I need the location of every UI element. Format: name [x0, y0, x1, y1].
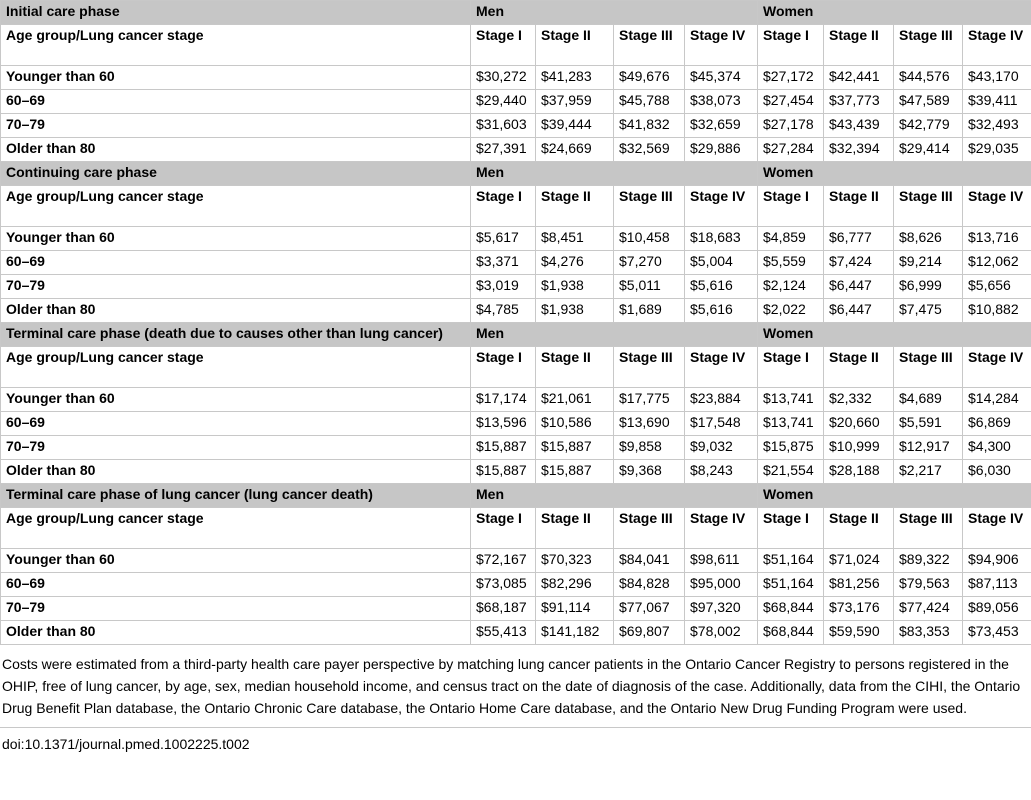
- cost-cell: $6,999: [894, 275, 963, 299]
- cost-cell: $29,035: [963, 138, 1031, 162]
- men-group-label: Men: [471, 1, 758, 25]
- cost-cell: $13,741: [758, 412, 824, 436]
- cost-cell: $30,272: [471, 66, 536, 90]
- phase-title: Continuing care phase: [1, 162, 471, 186]
- table-row: [1, 412, 1031, 436]
- age-group-label: Older than 80: [1, 299, 471, 323]
- cost-cell: $29,886: [685, 138, 758, 162]
- cost-cell: $7,424: [824, 251, 894, 275]
- cost-cell: $43,439: [824, 114, 894, 138]
- women-group-label: Women: [758, 1, 1031, 25]
- cost-cell: $1,938: [536, 275, 614, 299]
- phase-header-row: [1, 1, 1031, 25]
- cost-cell: $71,024: [824, 549, 894, 573]
- stage-header: Stage II: [824, 186, 894, 227]
- cost-cell: $8,451: [536, 227, 614, 251]
- cost-cell: $51,164: [758, 573, 824, 597]
- stage-header-row: [1, 347, 1031, 388]
- cost-cell: $14,284: [963, 388, 1031, 412]
- cost-cell: $27,178: [758, 114, 824, 138]
- stage-header: Stage IV: [963, 186, 1031, 227]
- table-row: [1, 460, 1031, 484]
- cost-cell: $18,683: [685, 227, 758, 251]
- age-group-label: Younger than 60: [1, 388, 471, 412]
- stage-header: Stage I: [758, 25, 824, 66]
- cost-cell: $5,656: [963, 275, 1031, 299]
- table-row: [1, 227, 1031, 251]
- cost-cell: $51,164: [758, 549, 824, 573]
- cost-cell: $32,493: [963, 114, 1031, 138]
- stage-header: Stage I: [471, 186, 536, 227]
- cost-cell: $89,322: [894, 549, 963, 573]
- stage-header: Stage I: [758, 186, 824, 227]
- table-row: [1, 549, 1031, 573]
- stage-header-row: [1, 508, 1031, 549]
- stage-header: Stage III: [894, 347, 963, 388]
- cost-cell: $94,906: [963, 549, 1031, 573]
- cost-cell: $21,554: [758, 460, 824, 484]
- stage-header: Stage IV: [685, 347, 758, 388]
- cost-cell: $8,243: [685, 460, 758, 484]
- table-row: [1, 66, 1031, 90]
- stage-header: Stage IV: [685, 25, 758, 66]
- stage-header: Stage IV: [963, 508, 1031, 549]
- cost-cell: $6,777: [824, 227, 894, 251]
- cost-cell: $10,999: [824, 436, 894, 460]
- stage-header: Stage II: [536, 186, 614, 227]
- cost-cell: $42,779: [894, 114, 963, 138]
- cost-cell: $41,283: [536, 66, 614, 90]
- cost-cell: $4,689: [894, 388, 963, 412]
- phase-title: Terminal care phase of lung cancer (lung cancer death): [1, 484, 471, 508]
- men-group-label: Men: [471, 323, 758, 347]
- age-group-label: Older than 80: [1, 621, 471, 645]
- table-row: [1, 299, 1031, 323]
- cost-cell: $27,172: [758, 66, 824, 90]
- table-row: [1, 573, 1031, 597]
- women-group-label: Women: [758, 162, 1031, 186]
- cost-cell: $91,114: [536, 597, 614, 621]
- cost-cell: $9,858: [614, 436, 685, 460]
- cost-cell: $12,062: [963, 251, 1031, 275]
- cost-cell: $55,413: [471, 621, 536, 645]
- cost-cell: $23,884: [685, 388, 758, 412]
- age-group-label: 60–69: [1, 412, 471, 436]
- table-footnote: Costs were estimated from a third-party health care payer perspective by matching lung cancer patients in the Ontario Cancer Registry to persons registered in the OHIP, free of lung cancer, by age, sex, median household income, and census tract on the date of diagnosis of the case. Additionally, data from the CIHI, the Ontario Drug Benefit Plan database, the Ontario Chronic Care database, the Ontario Home Care database, and the Ontario New Drug Funding Program were used.: [2, 656, 1021, 716]
- cost-cell: $3,019: [471, 275, 536, 299]
- cost-cell: $15,887: [471, 460, 536, 484]
- cost-cell: $89,056: [963, 597, 1031, 621]
- cost-cell: $87,113: [963, 573, 1031, 597]
- cost-cell: $81,256: [824, 573, 894, 597]
- cost-cell: $37,773: [824, 90, 894, 114]
- cost-cell: $68,844: [758, 621, 824, 645]
- cost-cell: $10,882: [963, 299, 1031, 323]
- phase-title: Initial care phase: [1, 1, 471, 25]
- cost-cell: $24,669: [536, 138, 614, 162]
- stage-header: Stage III: [894, 25, 963, 66]
- cost-cell: $47,589: [894, 90, 963, 114]
- cost-cell: $15,887: [471, 436, 536, 460]
- cost-cell: $77,067: [614, 597, 685, 621]
- phase-header-row: [1, 323, 1031, 347]
- table-row: [1, 436, 1031, 460]
- cost-cell: $31,603: [471, 114, 536, 138]
- age-group-label: Younger than 60: [1, 549, 471, 573]
- table-row: [1, 388, 1031, 412]
- cost-cell: $39,411: [963, 90, 1031, 114]
- cost-cell: $38,073: [685, 90, 758, 114]
- table-row: [1, 114, 1031, 138]
- cost-cell: $39,444: [536, 114, 614, 138]
- cost-cell: $27,391: [471, 138, 536, 162]
- phase-title: Terminal care phase (death due to causes other than lung cancer): [1, 323, 471, 347]
- age-group-label: Younger than 60: [1, 227, 471, 251]
- cost-cell: $82,296: [536, 573, 614, 597]
- age-group-label: 60–69: [1, 573, 471, 597]
- stage-header: Stage III: [614, 347, 685, 388]
- stage-header: Stage I: [758, 508, 824, 549]
- cost-cell: $73,176: [824, 597, 894, 621]
- cost-cell: $5,617: [471, 227, 536, 251]
- cost-cell: $2,022: [758, 299, 824, 323]
- stage-header: Stage I: [471, 347, 536, 388]
- cost-cell: $27,454: [758, 90, 824, 114]
- cost-cell: $5,011: [614, 275, 685, 299]
- cost-cell: $9,368: [614, 460, 685, 484]
- cost-cell: $17,548: [685, 412, 758, 436]
- cost-cell: $72,167: [471, 549, 536, 573]
- men-group-label: Men: [471, 162, 758, 186]
- cost-cell: $13,741: [758, 388, 824, 412]
- age-group-label: 70–79: [1, 275, 471, 299]
- cost-cell: $6,030: [963, 460, 1031, 484]
- cost-cell: $15,875: [758, 436, 824, 460]
- age-group-label: Younger than 60: [1, 66, 471, 90]
- stage-header: Stage II: [824, 347, 894, 388]
- age-group-label: 70–79: [1, 436, 471, 460]
- cost-cell: $10,458: [614, 227, 685, 251]
- cost-cell: $6,447: [824, 299, 894, 323]
- cost-cell: $141,182: [536, 621, 614, 645]
- cost-cell: $4,859: [758, 227, 824, 251]
- cost-cell: $45,374: [685, 66, 758, 90]
- table-row: [1, 138, 1031, 162]
- cost-cell: $84,041: [614, 549, 685, 573]
- cost-cell: $29,440: [471, 90, 536, 114]
- stage-header: Stage IV: [685, 186, 758, 227]
- cost-cell: $13,716: [963, 227, 1031, 251]
- age-stage-header: Age group/Lung cancer stage: [1, 25, 471, 66]
- cost-cell: $41,832: [614, 114, 685, 138]
- men-group-label: Men: [471, 484, 758, 508]
- cost-cell: $70,323: [536, 549, 614, 573]
- age-group-label: 70–79: [1, 597, 471, 621]
- cost-cell: $28,188: [824, 460, 894, 484]
- cost-cell: $7,270: [614, 251, 685, 275]
- age-group-label: Older than 80: [1, 138, 471, 162]
- cost-cell: $5,004: [685, 251, 758, 275]
- cost-cell: $9,214: [894, 251, 963, 275]
- cost-cell: $10,586: [536, 412, 614, 436]
- age-group-label: 60–69: [1, 251, 471, 275]
- stage-header: Stage III: [894, 186, 963, 227]
- women-group-label: Women: [758, 484, 1031, 508]
- cost-cell: $42,441: [824, 66, 894, 90]
- cost-cell: $78,002: [685, 621, 758, 645]
- cost-cell: $15,887: [536, 436, 614, 460]
- cost-cell: $20,660: [824, 412, 894, 436]
- cost-cell: $8,626: [894, 227, 963, 251]
- cost-cell: $13,596: [471, 412, 536, 436]
- stage-header: Stage IV: [963, 347, 1031, 388]
- cost-cell: $27,284: [758, 138, 824, 162]
- cost-cell: $43,170: [963, 66, 1031, 90]
- cost-cell: $98,611: [685, 549, 758, 573]
- cost-cell: $68,844: [758, 597, 824, 621]
- cost-cell: $17,775: [614, 388, 685, 412]
- table-row: [1, 251, 1031, 275]
- cost-cell: $59,590: [824, 621, 894, 645]
- cost-cell: $37,959: [536, 90, 614, 114]
- stage-header: Stage IV: [685, 508, 758, 549]
- cost-cell: $68,187: [471, 597, 536, 621]
- stage-header: Stage I: [758, 347, 824, 388]
- cost-cell: $13,690: [614, 412, 685, 436]
- cost-cell: $21,061: [536, 388, 614, 412]
- cost-cell: $1,938: [536, 299, 614, 323]
- stage-header: Stage II: [824, 25, 894, 66]
- cost-cell: $15,887: [536, 460, 614, 484]
- cost-cell: $2,332: [824, 388, 894, 412]
- cost-cell: $4,276: [536, 251, 614, 275]
- cost-cell: $9,032: [685, 436, 758, 460]
- table-row: [1, 621, 1031, 645]
- cost-cell: $69,807: [614, 621, 685, 645]
- phase-header-row: [1, 484, 1031, 508]
- cost-cell: $5,559: [758, 251, 824, 275]
- cost-cell: $2,217: [894, 460, 963, 484]
- stage-header: Stage III: [614, 25, 685, 66]
- cost-cell: $83,353: [894, 621, 963, 645]
- cost-cell: $97,320: [685, 597, 758, 621]
- cost-cell: $17,174: [471, 388, 536, 412]
- cost-cell: $29,414: [894, 138, 963, 162]
- age-stage-header: Age group/Lung cancer stage: [1, 347, 471, 388]
- age-group-label: 70–79: [1, 114, 471, 138]
- cost-cell: $73,085: [471, 573, 536, 597]
- cost-cell: $32,394: [824, 138, 894, 162]
- stage-header-row: [1, 186, 1031, 227]
- cost-cell: $1,689: [614, 299, 685, 323]
- stage-header: Stage III: [614, 508, 685, 549]
- cost-cell: $95,000: [685, 573, 758, 597]
- age-group-label: Older than 80: [1, 460, 471, 484]
- cost-cell: $45,788: [614, 90, 685, 114]
- stage-header: Stage I: [471, 25, 536, 66]
- cost-cell: $6,447: [824, 275, 894, 299]
- cost-cell: $5,616: [685, 275, 758, 299]
- cost-cell: $4,300: [963, 436, 1031, 460]
- cost-cell: $6,869: [963, 412, 1031, 436]
- table-row: [1, 275, 1031, 299]
- age-group-label: 60–69: [1, 90, 471, 114]
- stage-header: Stage III: [614, 186, 685, 227]
- stage-header: Stage II: [824, 508, 894, 549]
- cost-cell: $2,124: [758, 275, 824, 299]
- table-body: [1, 1, 1031, 645]
- phase-header-row: [1, 162, 1031, 186]
- stage-header: Stage II: [536, 508, 614, 549]
- cost-cell: $12,917: [894, 436, 963, 460]
- stage-header: Stage IV: [963, 25, 1031, 66]
- cost-cell: $4,785: [471, 299, 536, 323]
- stage-header: Stage II: [536, 347, 614, 388]
- age-stage-header: Age group/Lung cancer stage: [1, 508, 471, 549]
- stage-header: Stage III: [894, 508, 963, 549]
- stage-header: Stage II: [536, 25, 614, 66]
- cost-cell: $79,563: [894, 573, 963, 597]
- cost-cell: $49,676: [614, 66, 685, 90]
- cost-cell: $77,424: [894, 597, 963, 621]
- cost-cell: $84,828: [614, 573, 685, 597]
- cost-cell: $32,659: [685, 114, 758, 138]
- cost-cell: $32,569: [614, 138, 685, 162]
- table-row: [1, 597, 1031, 621]
- stage-header-row: [1, 25, 1031, 66]
- cost-cell: $44,576: [894, 66, 963, 90]
- women-group-label: Women: [758, 323, 1031, 347]
- cost-cell: $3,371: [471, 251, 536, 275]
- table-row: [1, 90, 1031, 114]
- cost-cell: $5,591: [894, 412, 963, 436]
- doi-label: doi:10.1371/journal.pmed.1002225.t002: [2, 736, 250, 752]
- stage-header: Stage I: [471, 508, 536, 549]
- cost-cell: $73,453: [963, 621, 1031, 645]
- cost-cell: $7,475: [894, 299, 963, 323]
- age-stage-header: Age group/Lung cancer stage: [1, 186, 471, 227]
- cost-cell: $5,616: [685, 299, 758, 323]
